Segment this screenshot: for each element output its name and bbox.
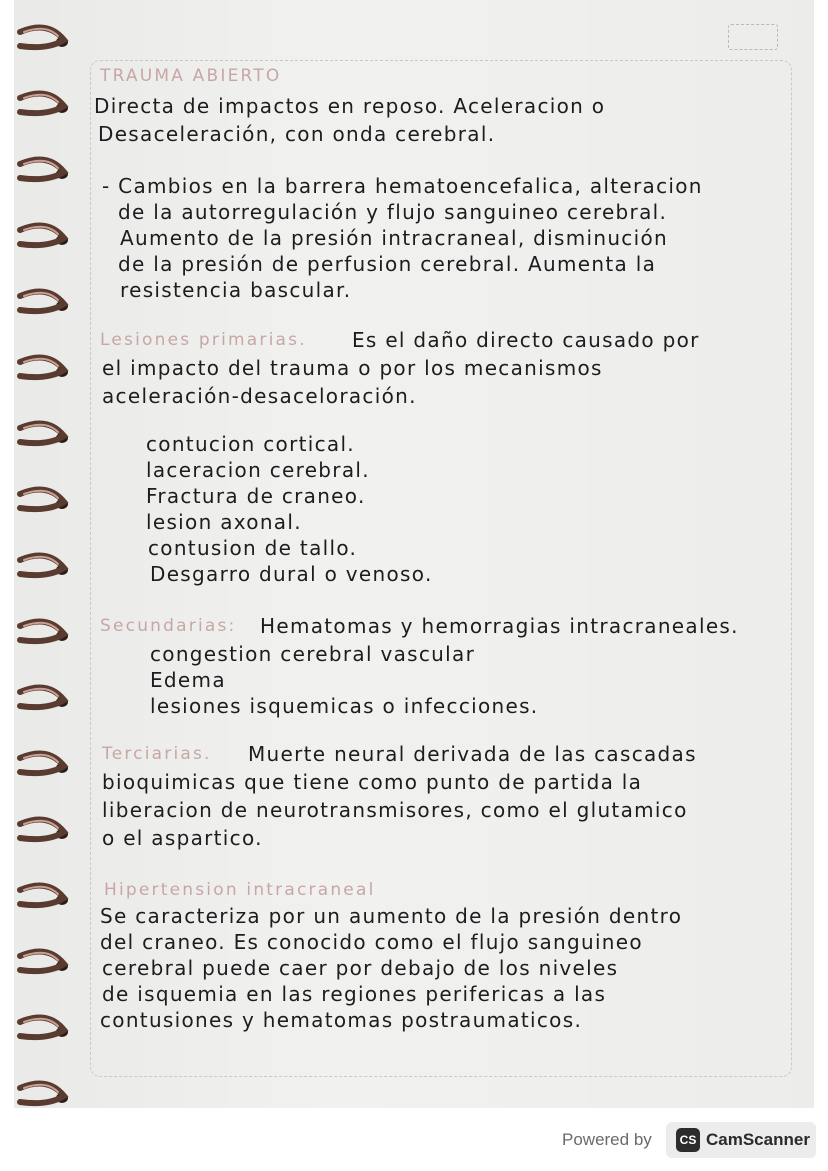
text-line: Muerte neural derivada de las cascadas — [248, 742, 697, 766]
text-line: o el aspartico. — [102, 826, 263, 850]
text-line: resistencia bascular. — [120, 278, 352, 302]
binding-ring — [20, 754, 68, 774]
section-heading-lesiones-primarias: Lesiones primarias. — [100, 330, 307, 350]
binding-ring — [20, 886, 68, 906]
text-line: liberacion de neurotransmisores, como el glutamico — [102, 798, 688, 822]
list-item: Desgarro dural o venoso. — [150, 562, 433, 586]
spiral-binding — [0, 0, 90, 1110]
binding-ring — [20, 28, 68, 48]
section-heading-terciarias: Terciarias. — [102, 744, 212, 764]
binding-ring — [20, 160, 68, 180]
camscanner-brand-name: CamScanner — [706, 1130, 810, 1149]
page-number-box — [728, 24, 778, 50]
list-item: lesion axonal. — [146, 510, 302, 534]
binding-ring — [20, 820, 68, 840]
text-line: cerebral puede caer por debajo de los niveles — [102, 956, 619, 980]
text-line: contusiones y hematomas postraumaticos. — [100, 1008, 583, 1032]
binding-ring — [20, 292, 68, 312]
binding-ring — [20, 952, 68, 972]
text-line: Desaceleración, con onda cerebral. — [98, 122, 496, 146]
text-line: de isquemia en las regiones perifericas a las — [102, 982, 607, 1006]
text-line: congestion cerebral vascular — [150, 642, 476, 666]
text-line: bioquimicas que tiene como punto de partida la — [102, 770, 643, 794]
text-line: Es el daño directo causado por — [352, 328, 700, 352]
binding-ring — [20, 424, 68, 444]
binding-ring — [20, 688, 68, 708]
camscanner-logo-icon: CS — [676, 1128, 700, 1152]
text-line: Aumento de la presión intracraneal, disminución — [120, 226, 668, 250]
text-line: Edema — [150, 668, 226, 692]
text-line: el impacto del trauma o por los mecanismos — [102, 356, 603, 380]
list-item: contusion de tallo. — [148, 536, 358, 560]
list-item: laceracion cerebral. — [146, 458, 370, 482]
section-heading-secundarias: Secundarias: — [100, 616, 237, 636]
text-line: Directa de impactos en reposo. Aceleracion o — [94, 94, 606, 118]
list-item: contucion cortical. — [146, 432, 355, 456]
text-line: - Cambios en la barrera hematoencefalica, alteracion — [102, 174, 703, 198]
list-item: Fractura de craneo. — [146, 484, 366, 508]
text-line: de la autorregulación y flujo sanguineo cerebral. — [118, 200, 668, 224]
text-line: aceleración-desaceloración. — [102, 384, 417, 408]
section-heading-hipertension-intracraneal: Hipertension intracraneal — [104, 880, 376, 900]
binding-ring — [20, 1018, 68, 1038]
text-line: Se caracteriza por un aumento de la presión dentro — [100, 904, 683, 928]
binding-ring — [20, 556, 68, 576]
binding-ring — [20, 226, 68, 246]
text-line: lesiones isquemicas o infecciones. — [150, 694, 539, 718]
binding-ring — [20, 622, 68, 642]
binding-ring — [20, 1084, 68, 1104]
powered-by-label: Powered by — [562, 1130, 652, 1149]
text-line: del craneo. Es conocido como el flujo sanguineo — [100, 930, 643, 954]
text-line: Hematomas y hemorragias intracraneales. — [260, 614, 739, 638]
binding-ring — [20, 358, 68, 378]
text-line: de la presión de perfusion cerebral. Aumenta la — [118, 252, 657, 276]
binding-ring — [20, 490, 68, 510]
section-heading-trauma-abierto: TRAUMA ABIERTO — [100, 66, 282, 86]
binding-ring — [20, 94, 68, 114]
